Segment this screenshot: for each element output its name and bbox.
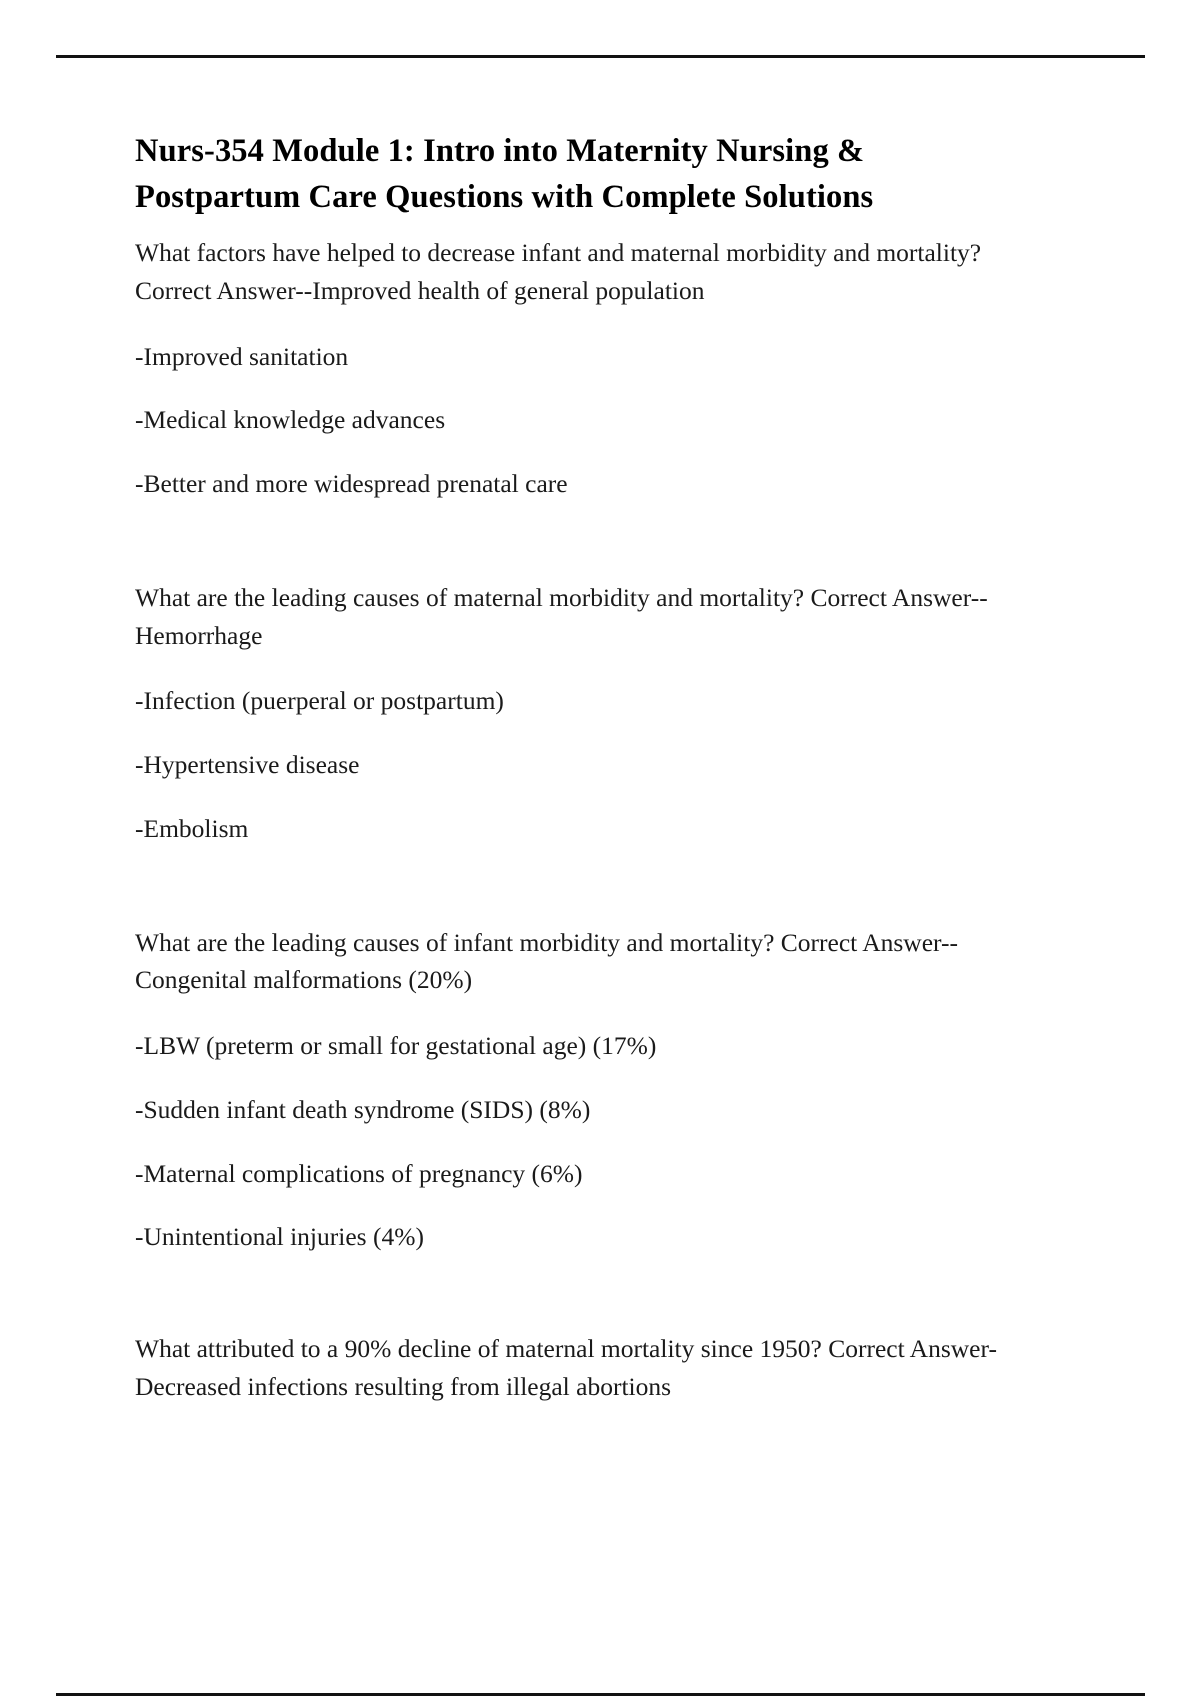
answer-item: -Infection (puerperal or postpartum)	[135, 686, 504, 716]
question-answer-4: What attributed to a 90% decline of maternal mortality since 1950? Correct Answer-Decreased infections resulting from illegal abortions	[135, 1334, 997, 1401]
block-separator	[135, 529, 997, 579]
block-separator	[135, 1282, 997, 1330]
document-content	[135, 128, 997, 1434]
page-top-rule	[56, 55, 1145, 58]
block-separator	[135, 874, 997, 924]
answer-item: -Unintentional injuries (4%)	[135, 1222, 424, 1252]
answer-item: -Medical knowledge advances	[135, 405, 446, 435]
answer-item: -Sudden infant death syndrome (SIDS) (8%)	[135, 1094, 591, 1124]
answer-item: -Improved sanitation	[135, 341, 349, 371]
page-bottom-rule	[56, 1693, 1145, 1696]
question-answer-3: What are the leading causes of infant morbidity and mortality? Correct Answer--Congenital malformations (20%)	[135, 927, 958, 995]
answer-item: -LBW (preterm or small for gestational age) (17%)	[135, 1031, 657, 1061]
answer-item: -Better and more widespread prenatal care	[135, 469, 568, 499]
answer-item: -Embolism	[135, 813, 249, 843]
question-answer-1: What factors have helped to decrease infant and maternal morbidity and mortality? Correct Answer--Improved health of general population	[135, 238, 982, 306]
answer-item: -Maternal complications of pregnancy (6%)	[135, 1158, 583, 1188]
question-answer-2: What are the leading causes of maternal morbidity and mortality? Correct Answer--Hemorrhage	[135, 582, 988, 650]
page-title: Nurs-354 Module 1: Intro into Maternity Nursing & Postpartum Care Questions with Complete Solutions	[135, 133, 874, 216]
answer-item: -Hypertensive disease	[135, 750, 360, 780]
